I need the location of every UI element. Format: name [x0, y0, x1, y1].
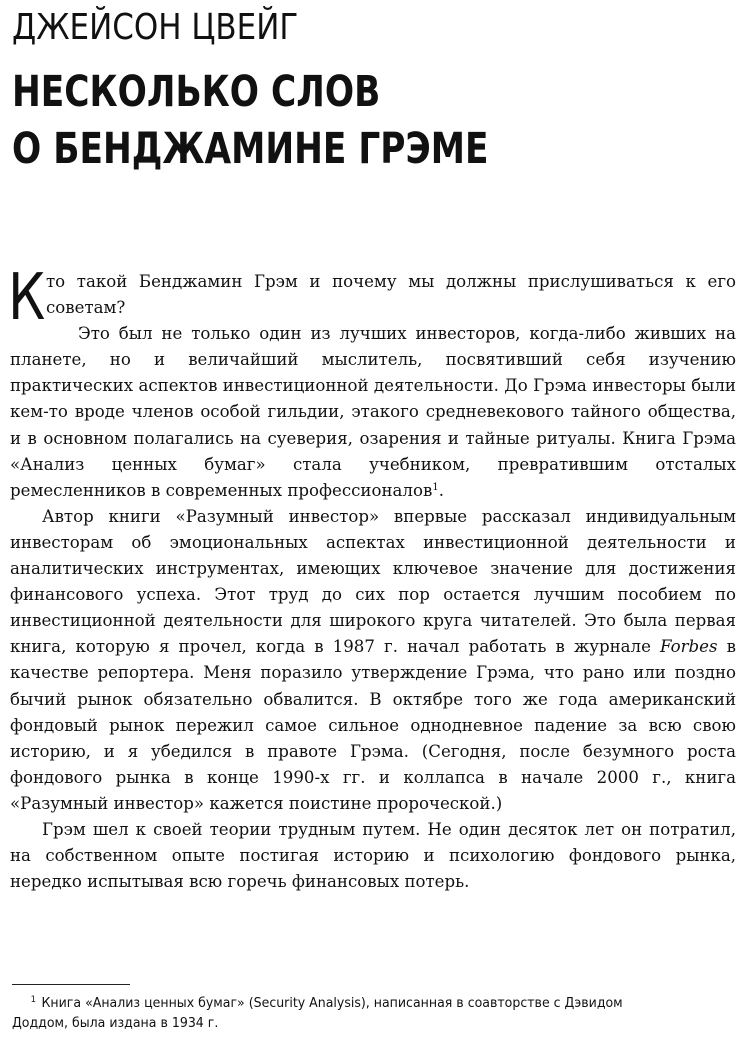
paragraph-1: [8, 261, 736, 335]
paragraph-2-text: Это был не только один из лучших инвесторов, когда-либо живших на планете, но и величайший мыслитель, посвятивший себя изучению практических аспектов инвестиционной деятельности. До Грэма инвесторы были кем-то вроде членов особой гильдии, этакого средневекового тайного общества, и в основном полагались на суеверия, озарения и тайные ритуалы. Книга Грэма «Анализ ценных бумаг» стала учебником, превратившим отсталых ремесленников в современных профессионалов: [10, 324, 736, 500]
chapter-title-line-2: О БЕНДЖАМИНЕ ГРЭМЕ: [12, 124, 489, 174]
paragraph-2-end: .: [438, 480, 444, 500]
paragraph-4: Грэм шел к своей теории трудным путем. Не один десяток лет он потратил, на собственном опыте постигая историю и психологию фондового рынка, нередко испытывая всю горечь финансовых потерь.: [10, 819, 736, 892]
footnote-line-2: Доддом, была издана в 1934 г.: [12, 1015, 219, 1031]
chapter-title: [12, 64, 489, 178]
paragraph-3-text-a: Автор книги «Разумный инвестор» впервые рассказал индивидуальным инвесторам об эмоциональных аспектах инвестиционной деятельности и аналитических инструментах, имеющих ключевое значение для достижения финансового успеха. Этот труд до сих пор остается лучшим пособием по инвестиционной деятельности для широкого круга читателей. Это была первая книга, которую я прочел, когда в 1987 г. начал работать в журнале: [10, 506, 736, 657]
paragraph-2: [10, 321, 736, 504]
footnote: [12, 990, 736, 1033]
forbes-title: Forbes: [660, 637, 718, 657]
paragraph-3: [10, 504, 736, 817]
chapter-body: [8, 261, 736, 895]
paragraph-3-text-b: в качестве репортера. Меня поразило утверждение Грэма, что рано или поздно бычий рынок обязательно обвалится. В октябре того же года американский фондовый рынок пережил самое сильное однодневное падение за всю свою историю, и я убедился в правоте Грэма. (Сегодня, после безумного роста фондового рынка в конце 1990-х гг. и коллапса в начале 2000 г., книга «Разумный инвестор» кажется поистине пророческой.): [10, 637, 736, 813]
chapter-title-line-1: НЕСКОЛЬКО СЛОВ: [12, 67, 381, 117]
footnote-line-1: Книга «Анализ ценных бумаг» (Security Analysis), написанная в соавторстве с Дэвидом: [41, 995, 623, 1011]
paragraph-1-text: то такой Бенджамин Грэм и почему мы должны прислушиваться к его советам?: [46, 272, 736, 318]
footnote-reference[interactable]: 1: [432, 481, 439, 493]
footnote-divider: [12, 984, 130, 985]
footnote-number: 1: [30, 995, 36, 1005]
drop-cap: К: [8, 261, 46, 335]
author-name: ДЖЕЙСОН ЦВЕЙГ: [12, 7, 299, 48]
footnote-content: [12, 990, 737, 1033]
